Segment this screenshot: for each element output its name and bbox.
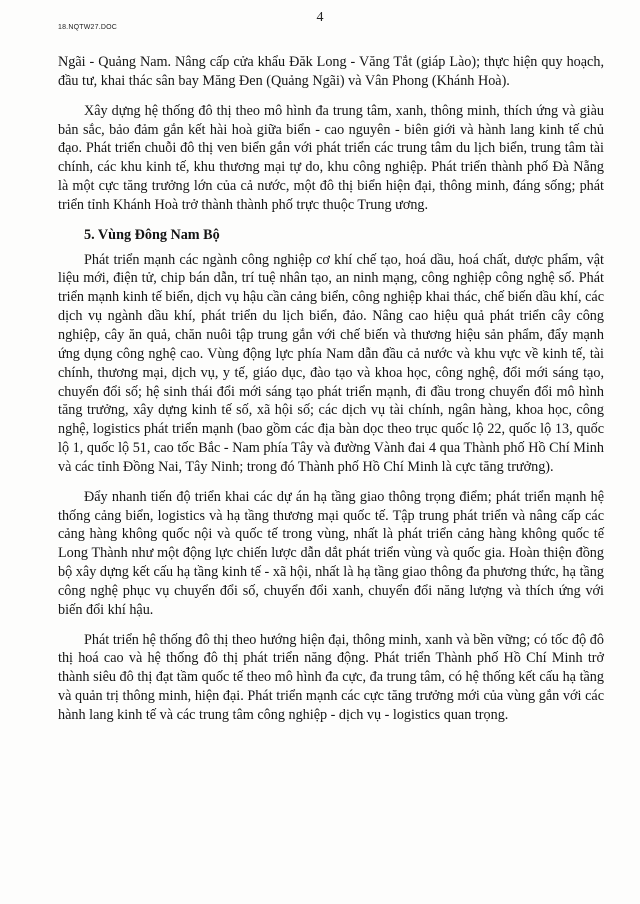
paragraph-continuation: Ngãi - Quảng Nam. Nâng cấp cửa khẩu Đăk Long - Văng Tắt (giáp Lào); thực hiện quy hoạch, đầu tư, khai thác sân bay Măng Đen (Quảng Ngãi) và Vân Phong (Khánh Hoà). [58, 54, 604, 89]
section-heading: 5. Vùng Đông Nam Bộ [84, 226, 220, 243]
paragraph-infrastructure: Đẩy nhanh tiến độ triển khai các dự án hạ tầng giao thông trọng điểm; phát triển mạnh hệ thống cảng biển, logistics và hạ tầng thương mại quốc tế. Tập trung phát triển và nâng cấp các cảng hàng không quốc nội và quốc tế trong vùng, nhất là phát triển cảng hàng không quốc tế Long Thành như một động lực chiến lược dẫn dắt phát triển vùng và quốc gia. Hoàn thiện đồng bộ xây dựng kết cấu hạ tầng kinh tế - xã hội, nhất là hạ tầng giao thông đa phương thức, hạ tầng công nghệ phục vụ chuyển đổi số, chuyển đổi xanh, chuyển đổi năng lượng và thích ứng với biến đổi khí hậu. [58, 488, 604, 618]
document-body [58, 53, 604, 736]
page-number: 4 [316, 10, 324, 25]
paragraph-industry-development: Phát triển mạnh các ngành công nghiệp cơ khí chế tạo, hoá dầu, hoá chất, dược phẩm, vật liệu mới, điện tử, chip bán dẫn, trí tuệ nhân tạo, an ninh mạng, công nghiệp công nghệ số. Phát triển mạnh kinh tế biển, dịch vụ hậu cần cảng biển, công nghiệp khai thác, chế biến dầu khí, các dịch vụ ngành dầu khí, phát triển du lịch biển, đảo. Nâng cao hiệu quả phát triển cây công nghiệp, cây ăn quả, chăn nuôi tập trung gắn với chế biến và thương hiệu sản phẩm, đẩy mạnh ứng dụng công nghệ cao. Vùng động lực phía Nam dẫn đầu cả nước và khu vực về kinh tế, tài chính, thương mại, dịch vụ, y tế, giáo dục, đào tạo và khoa học, công nghệ, đổi mới sáng tạo, chuyển đổi số; hệ sinh thái đổi mới sáng tạo phát triển mạnh, đi đầu trong chuyển đổi mô hình tăng trưởng, xây dựng kinh tế số, xã hội số; các dịch vụ tài chính, ngân hàng, khoa học, công nghệ, logistics phát triển mạnh (bao gồm các địa bàn dọc theo trục quốc lộ 22, quốc lộ 13, quốc lộ 1, quốc lộ 51, cao tốc Bắc - Nam phía Tây và đường Vành đai 4 qua Thành phố Hồ Chí Minh và các tỉnh Đồng Nai, Tây Ninh; trong đó Thành phố Hồ Chí Minh là cực tăng trưởng). [58, 251, 604, 475]
document-code: 18.NQTW27.DOC [58, 24, 117, 31]
paragraph-urban-system-central: Xây dựng hệ thống đô thị theo mô hình đa trung tâm, xanh, thông minh, thích ứng và giàu bản sắc, bảo đảm gắn kết hài hoà giữa biển - cao nguyên - biên giới và hành lang kinh tế chủ đạo. Phát triển chuỗi đô thị ven biển gắn với phát triển các trung tâm du lịch biển, trung tâm tài chính, các khu kinh tế, khu thương mại tự do, khu công nghiệp. Phát triển thành phố Đà Nẵng là một cực tăng trưởng lớn của cả nước, một đô thị biển hiện đại, thông minh, đáng sống; phát triển tỉnh Khánh Hoà trở thành thành phố trực thuộc Trung ương. [58, 102, 604, 213]
paragraph-urban-system-southeast: Phát triển hệ thống đô thị theo hướng hiện đại, thông minh, xanh và bền vững; có tốc độ đô thị hoá cao và hệ thống đô thị phát triển năng động. Phát triển Thành phố Hồ Chí Minh trở thành siêu đô thị đạt tầm quốc tế theo mô hình đa cực, đa trung tâm, có hệ thống kết cấu hạ tầng và quản trị thông minh, hiện đại. Phát triển mạnh các cực tăng trưởng mới của vùng gắn với các hành lang kinh tế và các trung tâm công nghiệp - dịch vụ - logistics quan trọng. [58, 631, 604, 723]
